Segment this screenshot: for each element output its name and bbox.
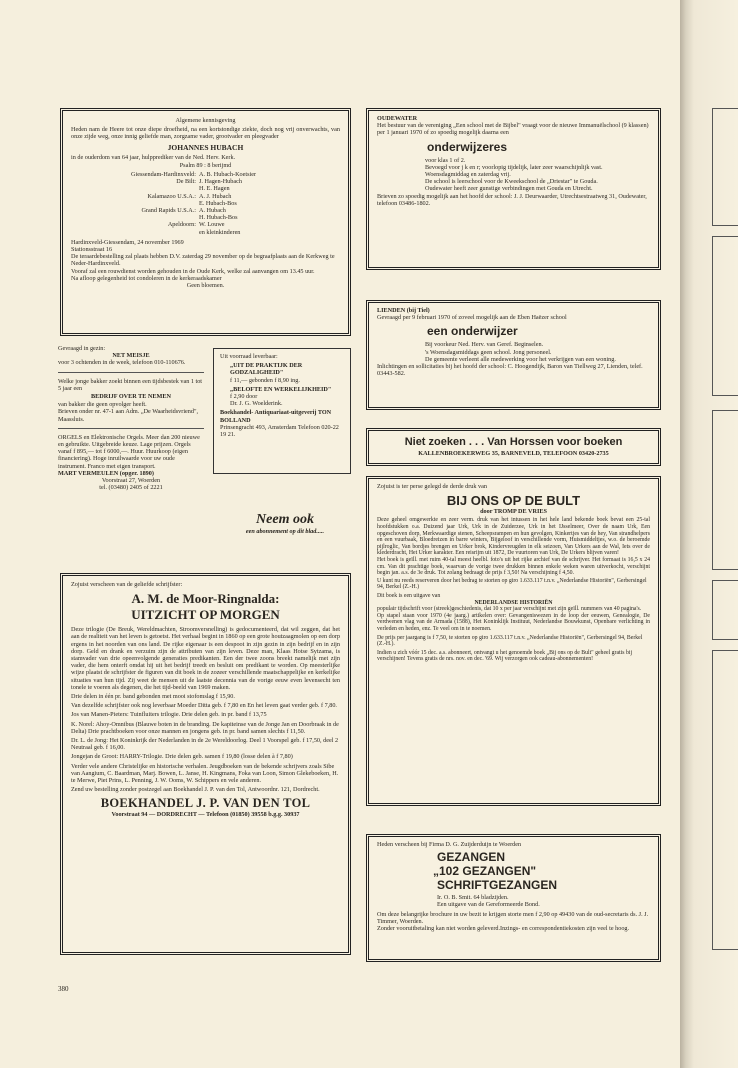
mourner-row: Grand Rapids U.S.A.: A. Hubach	[141, 207, 226, 215]
gezangen-author: Ir. O. B. Smit. 64 bladzijden.	[437, 894, 509, 902]
bult-body: Deze geheel omgewerkte en zeer verm. druk van het intussen in het hele land bekende boek bevat een 25-tal hoofdstukken o.a. Duizend jaar Urk, Urk in de Zuiderzee, Urk in het IJsselmeer, Over de naam Urk, Een opgeschoven dorp, Merkwaardige stenen, Scheepsrampen en hun gevolgen, Kinkertjes van de hey, Van strandhelpers en een vuurbaak, Bloedreizen in barre winters, Bijgeloof in verschillende vorm, Huismiddeltjes, w.o. de beroemde pijlroglic, Van bordjes brengen en Urker brok, Kindervreugden in elk seizoen, Van Urkers aan de Wal, Iets over de klederdracht, Het Urker karakter. Een reisrijm uit 1872, De vuurtoren van Urk, De Urkers blijven varen!	[377, 517, 650, 557]
moor-ad	[60, 573, 351, 955]
oudewater-item: Bevoegd voor j k en r; voorlopig tijdelijk, later zeer waarschijnlijk vast.	[425, 163, 603, 171]
moor-line: K. Norel: Ahoy-Omnibus (Blauwe boten in de branding. De kapiteinse van de Jonge Jan en Doorbraak in de Delta) Drie prachtboeken voor onze mannen en jongens geb. in pr. band samen slechts f 11,50.	[71, 720, 339, 735]
books-intro: Uit voorraad leverbaar:	[220, 353, 278, 360]
bult-body2: Het boek is geïll. met ruim 40-tal meest heelbl. foto's uit het rijke archief van de schrijver. Het formaat is 16,5 x 24 cm. Van dit prachtige boek, waarvan de vorige twee drukken binnen enkele weken waren uitverkocht, verschijnt begin jan. a.s. de 3e druk. Tot zolang bedraagt de prijs f 3,50! Na verschijning f 4,50.	[377, 556, 650, 577]
moor-body: Deze trilogie (De Breuk, Wereldmachten, Stroomversnelling) is gedocumenteerd, dat wil zeggen, dat het aan de realiteit van het leven is getoetst. Het verhaal begint in 1860 op een grote houtzaagmolen op een dorp ergens in het noorden van ons land. De rijke eigenaar is een despoot in zijn gezin in zijn bedrijf en in zijn dorp. Geld en drank en verzuim zijn de attributen van zijn leven. Deze man, Klaas Hotse Sytzama, is stamvader van drie opeenvolgende generaties predikanten. Een der twee zoons breekt namelijk met zijn vader, die hem onterft omdat hij uit het bedrijf treedt en besluit om predikant te worden. Op meesterlijke wijze plaatst de schrijfster de figuren van dit boek in de zozeer verschillende maatschappelijke en kerkelijke situaties van hun tijd. Zij weet de mensen uit de laatste decennia van de vorige eeuw even levensecht ten tonele te voeren als degenen, die het tijd-beeld van 1969 maken.	[71, 626, 340, 691]
lienden-item: De gemeente verleent alle medewerking voor het verkrijgen van een woning.	[425, 355, 616, 363]
next-page-box	[712, 108, 738, 226]
mourner-row: Apeldoorn: W. Louwe	[167, 221, 225, 229]
notice-address: Stationsstraat 16	[71, 246, 113, 254]
bakker-reply: Brieven onder nr. 47-1 aan Adm. „De Waarheidsvriend", Maassluis.	[58, 408, 199, 423]
moor-title: UITZICHT OP MORGEN	[131, 607, 280, 623]
moor-line: Zend uw bestelling zonder postzegel aan Boekhandel J. P. van den Tol, Antwoordnr. 121, Dordrecht.	[71, 786, 320, 794]
lienden-items	[425, 341, 650, 363]
horssen-ad	[366, 428, 661, 466]
meisje-intro: Gevraagd in gezin:	[58, 345, 106, 352]
bult-intro: Zojuist is ter perse gelegd de derde druk van	[377, 483, 487, 490]
lienden-item: 's Woensdagsmiddags geen school. Jong personeel.	[425, 348, 552, 356]
books-price1: f 11,— gebonden f 8,90 ing.	[230, 376, 300, 384]
bult-ad	[366, 476, 661, 806]
gezangen-note: Zonder vooruitbetaling kan niet worden geleverd.Inzings- en correspondentiekosten zijn veel te hoog.	[377, 925, 630, 933]
mourner-row: Giessendam-Hardinxveld: A. B. Hubach-Koetsier	[131, 171, 257, 179]
neem-ook-ad	[216, 512, 354, 535]
lienden-reply: Inlichtingen en sollicitaties bij het hoofd der school: C. Hoogendijk, Baron van Tiellweg 27, Lienden, telef. 03443-582.	[377, 363, 643, 378]
bult-pub-body2: Op stapel staan voor 1970 (4e jaarg.) artikelen over: Gevangeniswezen in de loop der eeuwen, Genealogie, De verdwenen vlag van de Armada (1588), Het Koninklijk Instituut, Nederlandse Bouwkunst, Openbare verlichting in verleden en heden, enz. Te veel om in te noemen.	[377, 612, 650, 632]
mourner-row: H. E. Hagen	[199, 185, 230, 193]
oudewater-item: De school is leerschool voor de Kweekschool de „Driestar" te Gouda.	[425, 178, 598, 186]
bult-publisher: NEDERLANDSE HISTORIËN	[474, 599, 553, 606]
gezangen-body: Om deze belangrijke brochure in uw bezit te krijgen storte men f 2,90 op 49430 van de oud-secretaris ds. J. J. Timmer, Woerden.	[377, 910, 649, 925]
orgels-name: MART VERMEULEN (opger. 1890)	[58, 469, 154, 477]
oudewater-reply: Brieven zo spoedig mogelijk aan het hoofd der school: J. J. Deurwaarder, Utrechtsestraatweg 31, Oudewater, telefoon 03486-1802.	[377, 192, 647, 207]
mourner-row: De Bilt: J. Hagen-Hubach	[176, 178, 242, 186]
notice-name: JOHANNES HUBACH	[167, 142, 244, 152]
oudewater-ad	[366, 108, 661, 270]
moor-line: Dr. L. de Jong: Het Koninkrijk der Nederlanden in de 2e Wereldoorlog. Deel 1 Voorspel geb. f 17,50, deel 2 Neutraal geb. f 16,00.	[71, 737, 339, 752]
bult-title: BIJ ONS OP DE BULT	[446, 493, 581, 509]
oudewater-big: onderwijzeres	[427, 139, 508, 154]
gezangen-line2: „102 GEZANGEN"	[433, 864, 537, 879]
meisje-body: voor 3 ochtenden in de week, telefoon 010-110676.	[58, 359, 186, 367]
next-page-box	[712, 410, 738, 570]
death-notice	[60, 108, 351, 336]
bult-edition: Dit boek is een uitgave van	[377, 592, 441, 599]
mourner-row: H. Hubach-Bos	[199, 214, 238, 222]
moor-line: Van dezelfde schrijfster ook nog leverbaar Moeder Ditta geb. f 7,80 en En het leven gaat verder geb. f 7,80.	[71, 702, 337, 710]
notice-title: Algemene kennisgeving	[175, 117, 236, 124]
notice-place-date: Hardinxveld-Giessendam, 24 november 1969	[71, 238, 184, 246]
oudewater-item: Oudewater heeft zeer gunstige verbindingen met Gouda en Utrecht.	[425, 185, 593, 193]
notice-age-line: in de ouderdom van 64 jaar, hulpprediker van de Ned. Herv. Kerk.	[71, 153, 236, 161]
notice-psalm: Psalm 89 : 8 berijmd	[179, 161, 232, 169]
moor-shop: BOEKHANDEL J. P. VAN DEN TOL	[100, 796, 311, 811]
moor-line: Jongejan de Groot: HARRY-Trilogie. Drie delen geb. samen f 19,80 (losse delen à f 7,80)	[71, 753, 293, 761]
divider	[58, 428, 204, 429]
oudewater-item: Woensdagmiddag en zaterdag vrij.	[425, 171, 511, 179]
books-title2: „BELOFTE EN WERKELIJKHEID"	[230, 385, 332, 393]
lienden-item: Bij voorkeur Ned. Herv. van Geref. Beginselen.	[425, 341, 544, 349]
moor-line: Verder vele andere Christelijke en historische verhalen. Jeugdboeken van de bekende schrijvers zoals Sibe van Aangium, C. Baardman, Marj. Bowen, L. Janse, H. Kingmans, Foka van Loon, Simon Glekeboeken, H. te Merwe, Piet Prins, L. Penning, J. W. Ooms, W. Schippers en vele anderen.	[71, 762, 339, 785]
horssen-address: KALLENBROEKERWEG 35, BARNEVELD, TELEFOON 03420-2735	[418, 450, 609, 457]
notice-service: Vooraf zal een rouwdienst worden gehouden in de Oude Kerk, welke zal aanvangen om 13.45 uur.	[71, 267, 315, 275]
next-page-box	[712, 236, 738, 396]
orgels-addr1: Voorstraat 27, Woerden	[101, 477, 161, 485]
bakker-intro: Welke jonge bakker zoekt binnen een tijdsbestek van 1 tot 5 jaar een	[58, 377, 203, 392]
gezangen-intro: Heden verscheen bij Firma D. G. Zuijderduijn te Woerden	[377, 841, 522, 848]
orgels-addr2: tel. (03480) 2405 of 2221	[99, 484, 163, 492]
books-title1: „UIT DE PRAKTIJK DER GODZALIGHEID"	[230, 362, 303, 377]
oudewater-items	[425, 157, 650, 193]
oudewater-intro: Het bestuur van de vereniging „Een school met de Bijbel" vraagt voor de nieuwe Immanuëlschool (9 klassen) per 1 januari 1970 of zo spoedig mogelijk daarna een	[377, 122, 649, 137]
page-number: 380	[58, 985, 69, 993]
bakker-head: BEDRIJF OVER TE NEMEN	[91, 393, 171, 401]
horssen-title: Niet zoeken . . . Van Horssen voor boeken	[404, 436, 623, 448]
mourner-row: Kalamazoo U.S.A.: A. J. Hubach	[147, 192, 232, 200]
next-page-box	[712, 580, 738, 640]
lienden-head: LIENDEN (bij Tiel)	[377, 307, 430, 314]
bult-pub-body: populair tijdschrift voor (streek)geschiedenis, dat 10 x per jaar verschijnt met zijn geïll. nummers van 40 pagina's.	[377, 606, 642, 613]
books-price2: f 2,90 door	[230, 393, 258, 401]
notice-intro: Heden nam de Heere tot onze diepe droefheid, na een kortstondige ziekte, doch nog vrij onverwachts, van onze zijde weg, onze innig geliefde man, zorgzame vader, grootvader en pleegvader	[71, 126, 340, 141]
neem-ook-sub: een abonnement op dit blad.....	[245, 528, 325, 535]
bult-order: U kunt nu reeds reserveren door het bedrag te storten op giro 1.633.117 t.n.v. „Nederlandse Historiën", Gerbersingel 94, Berkel (Z.-H.)	[377, 577, 647, 591]
meisje-head: NET MEISJE	[112, 352, 150, 360]
gezangen-line3: SCHRIFTGEZANGEN	[437, 878, 557, 893]
gezangen-line1: GEZANGEN	[437, 850, 506, 865]
notice-after: Na afloop gelegenheid tot condoleren in de kerkeraadskamer	[71, 274, 222, 282]
next-page-box	[712, 650, 738, 950]
mourner-row: en kleinkinderen	[199, 228, 241, 236]
orgels-body: ORGELS en Elektronische Orgels. Meer dan 200 nieuwe en gebruikte. Uitgebreide keuze. Lage prijzen. Orgels vanaf f 895,— tot f 6000,—. Huur. Huurkoop (eigen financiering). Hoge inruilwaarde voor uw oude instrument. Franco met eigen transport.	[58, 433, 200, 470]
bult-price: De prijs per jaargang is f 7,50, te storten op giro 1.633.117 t.n.v. „Nederlandse Historiën", Gerbersingel 94, Berkel (Z.-H.).	[377, 634, 643, 648]
books-ad	[213, 348, 351, 474]
moor-author: A. M. de Moor-Ringnalda:	[131, 591, 280, 607]
bult-promo: Indien u zich vóór 15 dec. a.s. abonneert, ontvangt u het genoemde boek „Bij ons op de Bult" geheel gratis bij verschijnen! Tevens gratis de nrs. nov. en dec. '69. Wij verzorgen ook cadeau-abonnementen!	[377, 649, 633, 663]
books-author2: Dr. J. G. Woelderink.	[230, 400, 283, 408]
divider	[58, 372, 204, 373]
oudewater-item: voor klas 1 of 2.	[425, 156, 466, 164]
neem-ook-title: Neem ook	[256, 512, 314, 527]
moor-intro: Zojuist verscheen van de geliefde schrijfster:	[71, 581, 183, 588]
moor-shop-address: Voorstraat 94 — DORDRECHT — Telefoon (01850) 39558 b.g.g. 30937	[111, 811, 300, 819]
moor-price: Drie delen in één pr. band gebonden met mooi stofomslag f 15,90.	[71, 693, 235, 701]
bult-author: door TROMP DE VRIES	[480, 508, 547, 516]
lienden-intro: Gevraagd per 9 februari 1970 of zoveel mogelijk aan de Eben Haëzer school	[377, 314, 567, 322]
mourner-row: E. Hubach-Bos	[199, 199, 237, 207]
notice-flowers: Geen bloemen.	[186, 282, 225, 290]
books-address: Prinsengracht 493, Amsterdam Telefoon 020-22 19 21.	[220, 423, 339, 439]
gezangen-publisher: Een uitgave van de Gereformeerde Bond.	[437, 901, 540, 909]
mourner-list	[81, 171, 340, 236]
moor-line: Jos van Manen-Pieters: Tuinfluiters trilogie. Drie delen geb. in pr. band f 13,75	[71, 711, 267, 719]
oudewater-head: OUDEWATER	[377, 115, 418, 122]
gezangen-ad	[366, 834, 661, 962]
lienden-ad	[366, 300, 661, 410]
classifieds-column	[58, 345, 204, 491]
lienden-big: een onderwijzer	[427, 324, 518, 339]
books-publisher: Boekhandel- Antiquariaat-uitgeverij TON BOLLAND	[220, 409, 332, 424]
bakker-body: van bakker die geen opvolger heeft.	[58, 401, 147, 409]
notice-funeral: De teraardebestelling zal plaats hebben D.V. zaterdag 29 november op de begraafplaats aan de Kerkweg te Neder-Hardinxveld.	[71, 253, 335, 268]
